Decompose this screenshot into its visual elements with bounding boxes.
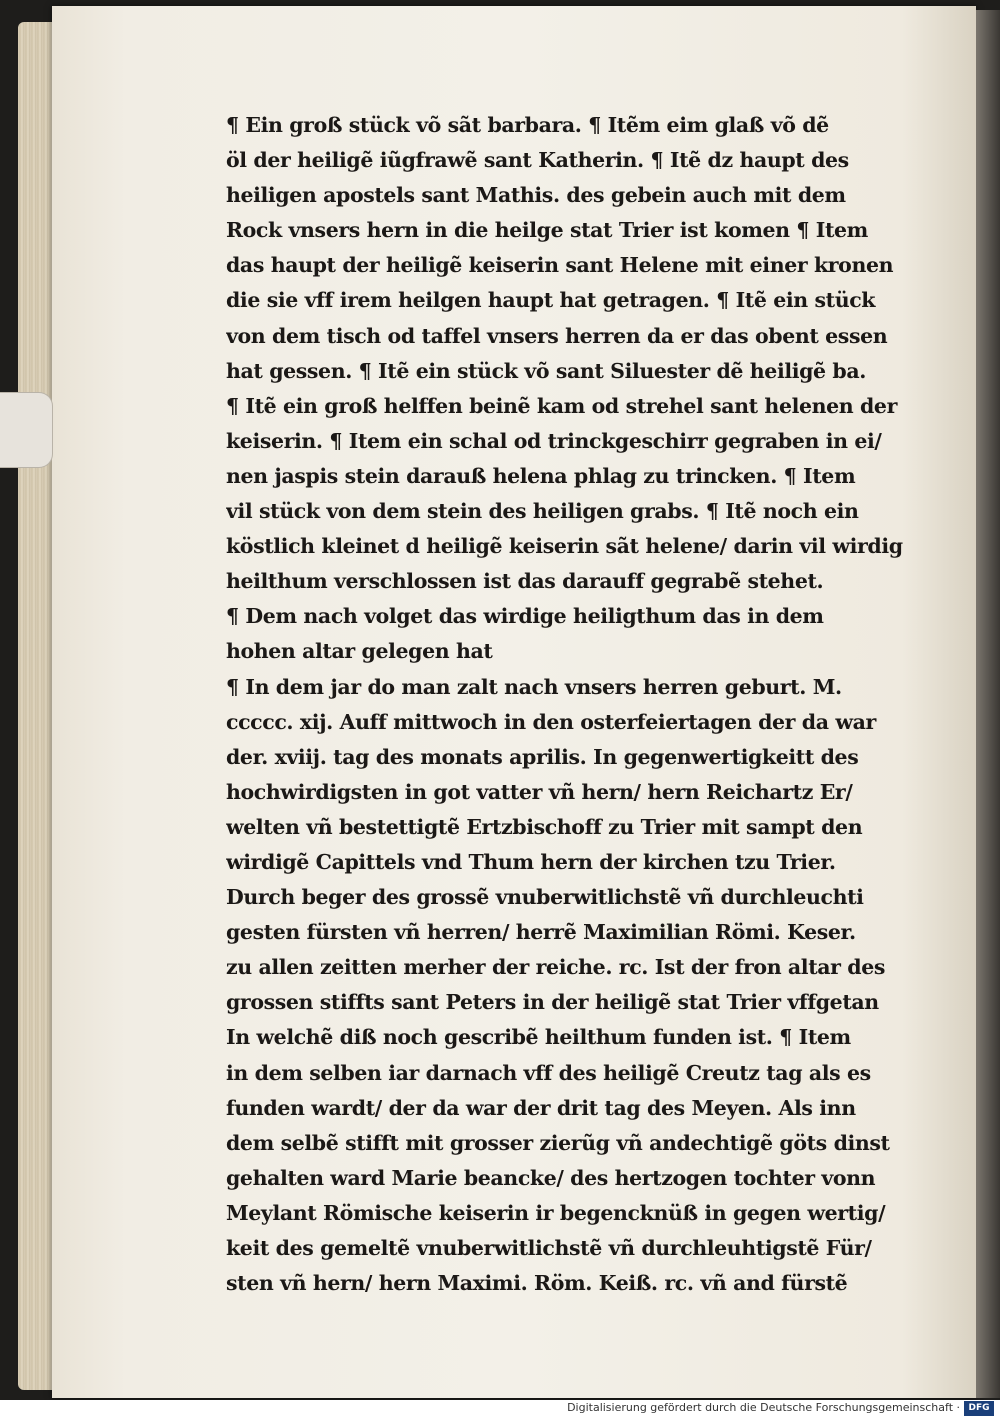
text-line: ¶ In dem jar do man zalt nach vnsers herren geburt. M.: [226, 674, 842, 699]
text-line: hochwirdigsten in got vatter vñ hern/ hern Reichartz Er/: [226, 779, 853, 804]
book-binding-shadow: [976, 10, 1000, 1398]
text-line: sten vñ hern/ hern Maximi. Röm. Keiß. rc. vñ and fürstẽ: [226, 1271, 848, 1296]
text-line: funden wardt/ der da war der drit tag des Meyen. Als inn: [226, 1095, 856, 1120]
text-line: ccccc. xij. Auff mittwoch in den osterfeiertagen der da war: [226, 709, 876, 734]
text-line: dem selbẽ stifft mit grosser zierũg vñ andechtigẽ göts dinst: [226, 1130, 890, 1155]
text-line: In welchẽ diß noch gescribẽ heilthum funden ist. ¶ Item: [226, 1025, 851, 1050]
text-line: der. xviij. tag des monats aprilis. In gegenwertigkeitt des: [226, 744, 859, 769]
text-line: Durch beger des grossẽ vnuberwitlichstẽ vñ durchleuchti: [226, 885, 864, 910]
text-line: vil stück von dem stein des heiligen grabs. ¶ Itẽ noch ein: [226, 499, 859, 524]
text-line: ¶ Dem nach volget das wirdige heiligthum das in dem: [226, 604, 824, 629]
text-line: Rock vnsers hern in die heilge stat Trier ist komen ¶ Item: [226, 218, 868, 243]
text-line: heilthum verschlossen ist das darauff gegrabẽ stehet.: [226, 569, 824, 594]
text-line: die sie vff irem heilgen haupt hat getragen. ¶ Itẽ ein stück: [226, 288, 876, 313]
text-line: nen jaspis stein darauß helena phlag zu trincken. ¶ Item: [226, 463, 856, 488]
text-line: grossen stiffts sant Peters in der heiligẽ stat Trier vffgetan: [226, 990, 879, 1015]
text-line: von dem tisch od taffel vnsers herren da er das obent essen: [226, 323, 888, 348]
text-line: zu allen zeitten merher der reiche. rc. Ist der fron altar des: [226, 955, 886, 980]
text-line: gehalten ward Marie beancke/ des hertzogen tochter vonn: [226, 1165, 876, 1190]
footer-credit: Digitalisierung gefördert durch die Deutsche Forschungsgemeinschaft ·: [567, 1401, 960, 1414]
page-text-block: [226, 108, 916, 1301]
text-line: öl der heiligẽ iũgfrawẽ sant Katherin. ¶ Itẽ dz haupt des: [226, 148, 849, 173]
text-line: keit des gemeltẽ vnuberwitlichstẽ vñ durchleuhtigstẽ Für/: [226, 1236, 872, 1260]
text-line: hohen altar gelegen hat: [226, 639, 493, 664]
text-line: hat gessen. ¶ Itẽ ein stück võ sant Siluester dẽ heiligẽ ba.: [226, 358, 866, 383]
text-line: köstlich kleinet d heiligẽ keiserin sãt helene/ darin vil wirdig: [226, 534, 903, 559]
text-line: keiserin. ¶ Item ein schal od trinckgeschirr gegraben in ei/: [226, 428, 882, 453]
text-line: Meylant Römische keiserin ir begencknüß in gegen wertig/: [226, 1200, 886, 1225]
text-line: das haupt der heiligẽ keiserin sant Helene mit einer kronen: [226, 253, 894, 278]
text-line: ¶ Ein groß stück võ sãt barbara. ¶ Itẽm eim glaß võ dẽ: [226, 113, 829, 137]
dfg-logo: DFG: [964, 1401, 994, 1416]
text-line: wirdigẽ Capittels vnd Thum hern der kirchen tzu Trier.: [226, 849, 836, 874]
page-marker-tab: [0, 392, 53, 468]
text-line: in dem selben iar darnach vff des heiligẽ Creutz tag als es: [226, 1060, 871, 1085]
text-line: heiligen apostels sant Mathis. des gebein auch mit dem: [226, 183, 846, 208]
text-line: gesten fürsten vñ herren/ herrẽ Maximilian Römi. Keser.: [226, 920, 856, 945]
text-line: welten vñ bestettigtẽ Ertzbischoff zu Trier mit sampt den: [226, 814, 863, 839]
text-line: ¶ Itẽ ein groß helffen beinẽ kam od strehel sant helenen der: [226, 393, 897, 418]
